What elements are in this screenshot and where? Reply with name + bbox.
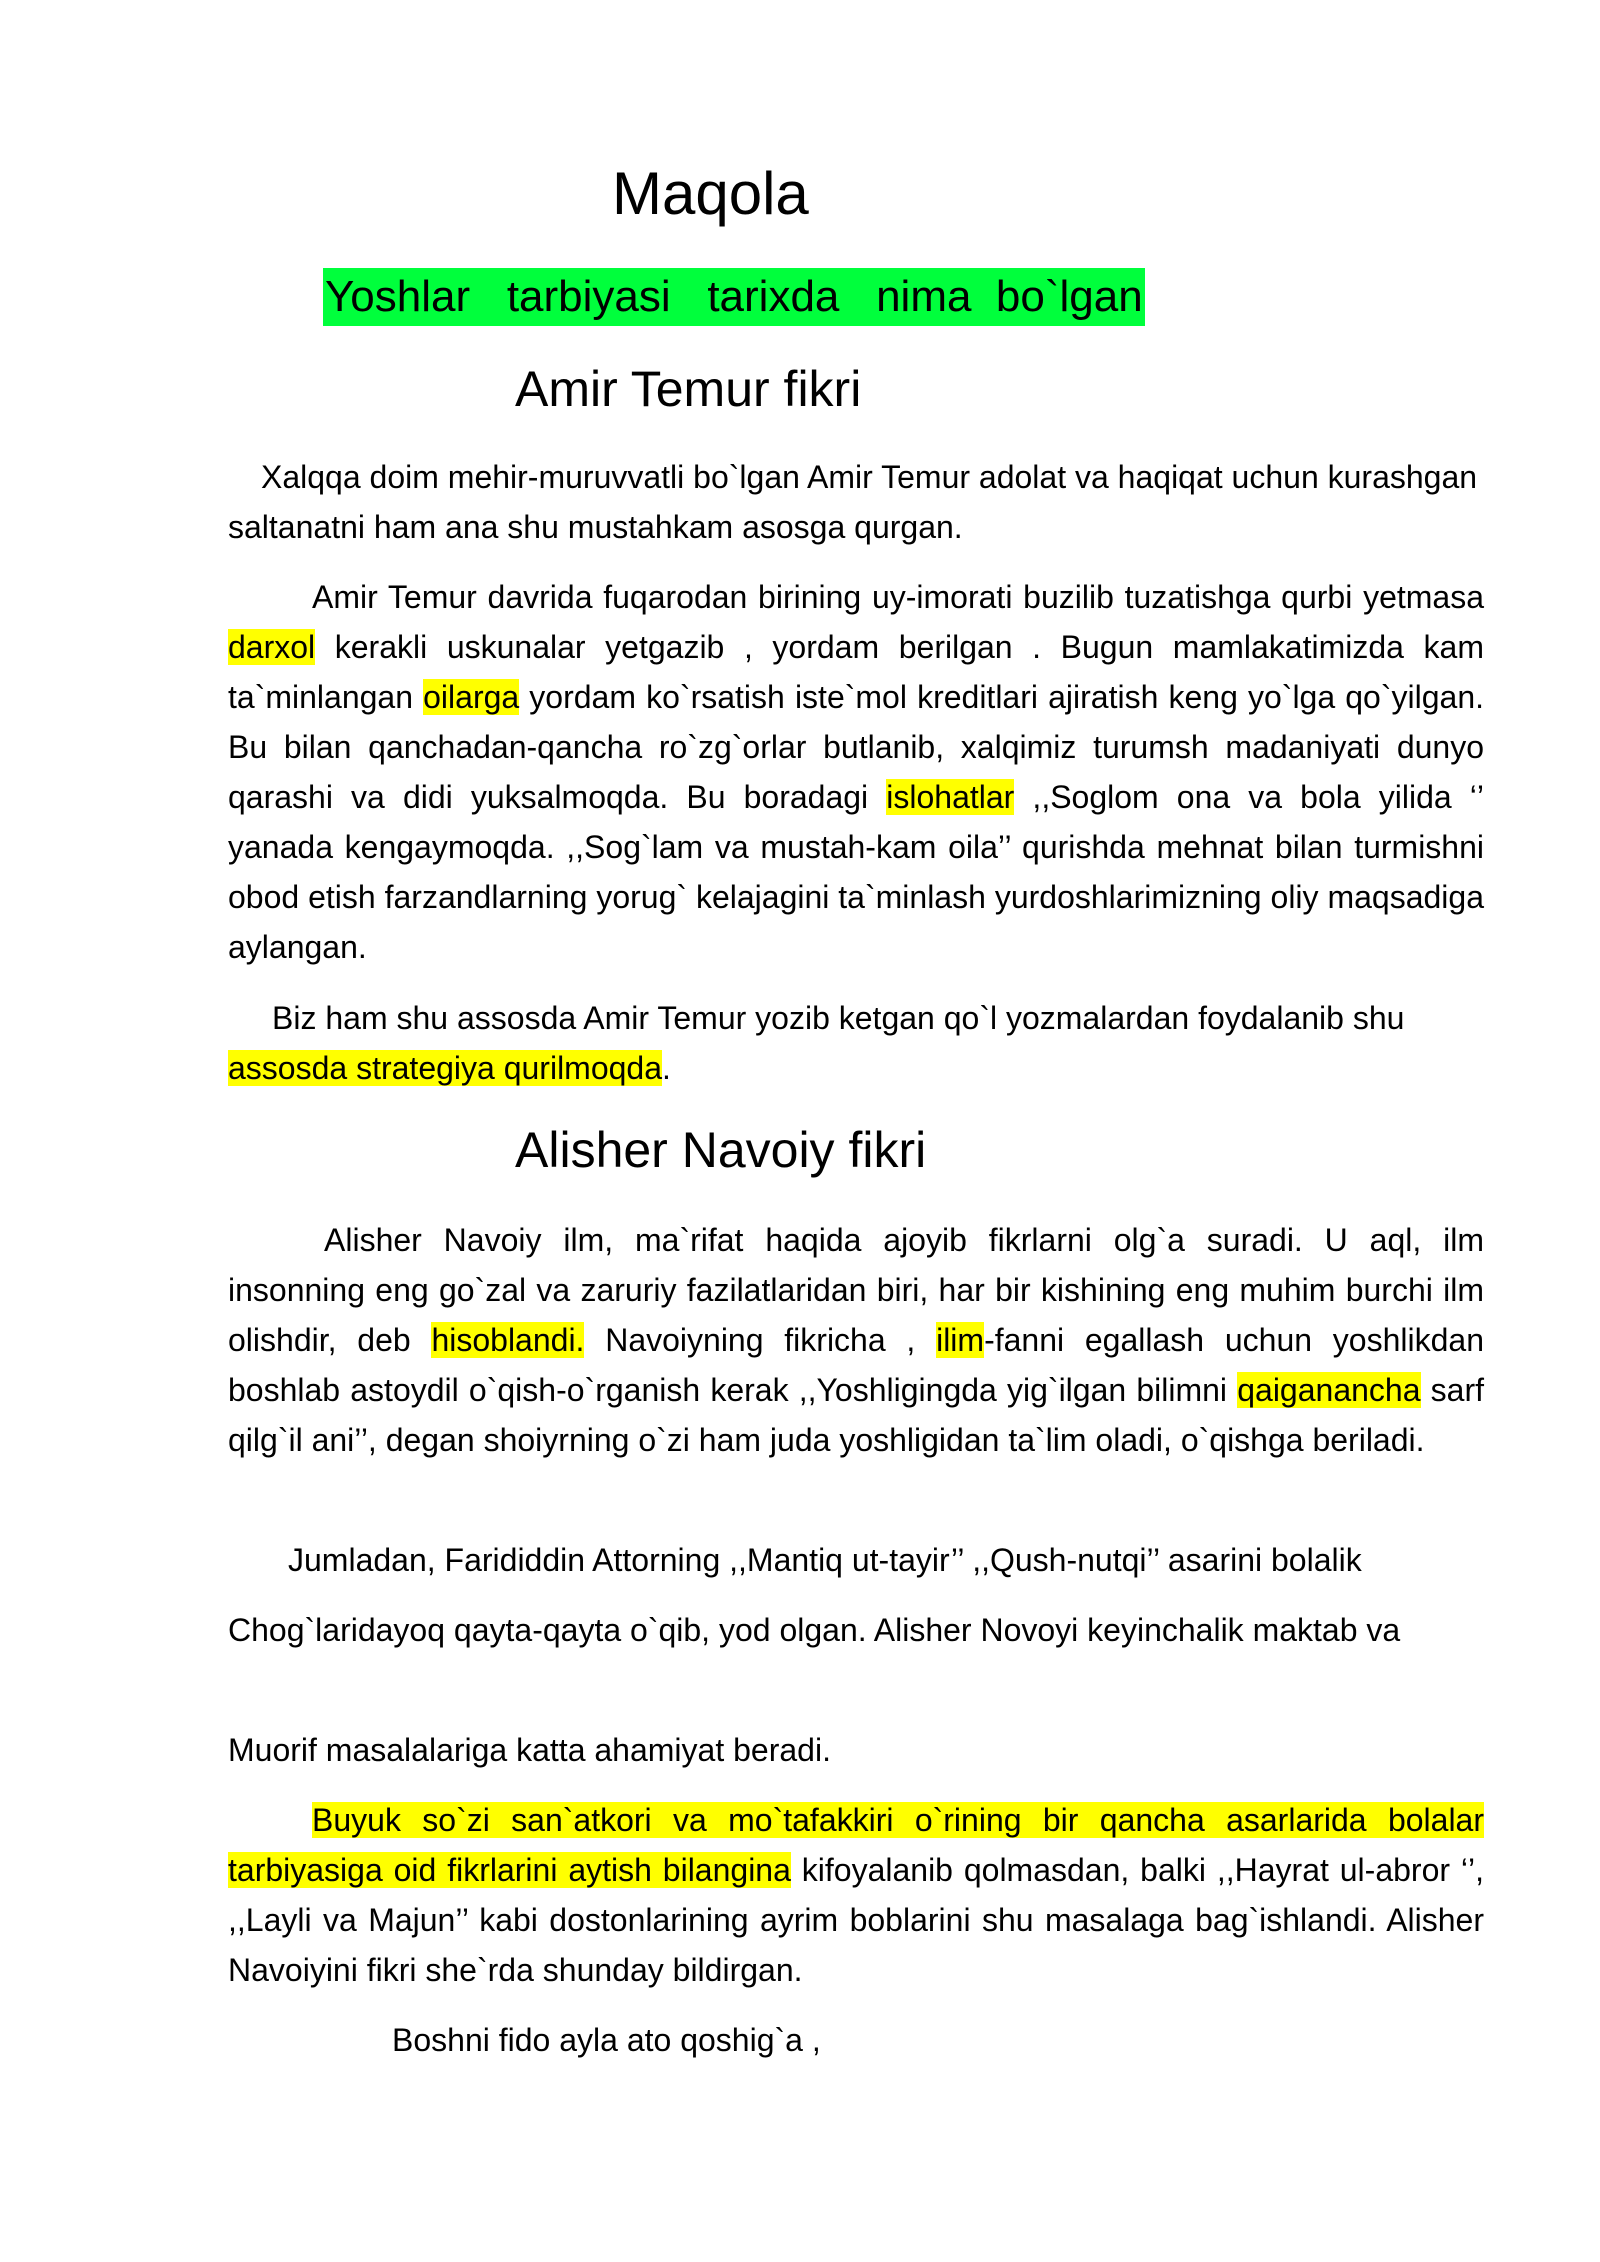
document-title: Maqola <box>612 160 809 227</box>
text-run: Biz ham shu assosda Amir Temur yozib ketgan qo`l yozmalardan foydalanib shu <box>272 1000 1405 1036</box>
highlighted-text: qaiganancha <box>1237 1372 1421 1408</box>
text-run: Amir Temur davrida fuqarodan birining uy-imorati buzilib tuzatishga qurbi yetmasa <box>312 579 1484 615</box>
text-run: yordam ko`rsatish iste`mol kreditlari ajiratish keng yo`lga qo`yilgan. Bu bilan qanchadan-qancha ro`zg`orlar butlanib, xalqimiz turumsh madaniyati dunyo qarashi va didi yuksalmoqda. Bu boradagi <box>228 679 1485 815</box>
text-run: . <box>662 1050 671 1086</box>
text-run: kerakli uskunalar yetgazib , yordam berilgan . Bugun mamlakatimizda kam ta`minlangan <box>228 629 1484 715</box>
section-heading-alisher-navoiy: Alisher Navoiy fikri <box>515 1122 927 1178</box>
paragraph: Chog`laridayoq qayta-qayta o`qib, yod olgan. Alisher Novoyi keyinchalik maktab va <box>228 1612 1401 1648</box>
text-run: sarf qilg`il ani’’, degan shoiyrning o`zi ham juda yoshligidan ta`lim oladi, o`qishga beriladi. <box>228 1372 1485 1458</box>
highlighted-text: hisoblandi. <box>431 1322 585 1358</box>
text-run: kifoyalanib qolmasdan, balki ,,Hayrat ul-abror ‘’, ,,Layli va Majun’’ kabi dostonlarining ayrim boblarini shu masalaga bag`ishlandi. Alisher Navoiyini fikri she`rda shunday bildirgan. <box>228 1852 1484 1988</box>
section-heading-amir-temur: Amir Temur fikri <box>515 361 862 417</box>
document-subtitle: Yoshlar tarbiyasi tarixda nima bo`lgan <box>323 268 1145 326</box>
paragraph <box>228 993 1484 1093</box>
highlighted-text: islohatlar <box>886 779 1015 815</box>
paragraph <box>228 572 1484 972</box>
verse-line: Boshni fido ayla ato qoshig`a , <box>392 2022 821 2058</box>
text-run: Navoiyning fikricha , <box>584 1322 937 1358</box>
highlighted-text: oilarga <box>423 679 520 715</box>
text-run: Alisher Navoiy ilm, ma`rifat haqida ajoyib fikrlarni olg`a suradi. U aql, ilm insonning eng go`zal va zaruriy fazilatlaridan biri, har bir kishining eng muhim burchi ilm olishdir, deb <box>228 1222 1484 1358</box>
paragraph <box>228 1795 1484 1995</box>
text-run: -fanni egallash uchun yoshlikdan boshlab astoydil o`qish-o`rganish kerak ,,Yoshligingda yig`ilgan bilimni <box>228 1322 1485 1408</box>
paragraph: Xalqqa doim mehir-muruvvatli bo`lgan Amir Temur adolat va haqiqat uchun kurashgan saltanatni ham ana shu mustahkam asosga qurgan. <box>228 459 1478 545</box>
highlighted-text: ilim <box>936 1322 985 1358</box>
paragraph: Jumladan, Farididdin Attorning ,,Mantiq ut-tayir’’ ,,Qush-nutqi’’ asarini bolalik <box>288 1542 1362 1578</box>
text-run: ,,Soglom ona va bola yilida ‘’ yanada kengaymoqda. ,,Sog`lam va mustah-kam oila’’ qurishda mehnat bilan turmishni obod etish farzandlarning yorug` kelajagini ta`minlash yurdoshlarimizning oliy maqsadiga aylangan. <box>228 779 1485 965</box>
paragraph <box>228 1215 1484 1465</box>
highlighted-text: Buyuk so`zi san`atkori va mo`tafakkiri o`rining bir qancha asarlarida bolalar tarbiyasiga oid fikrlarini aytish bilangina <box>228 1802 1484 1888</box>
highlighted-text: darxol <box>228 629 316 665</box>
paragraph: Muorif masalalariga katta ahamiyat beradi. <box>228 1732 831 1768</box>
highlighted-text: assosda strategiya qurilmoqda <box>228 1050 663 1086</box>
